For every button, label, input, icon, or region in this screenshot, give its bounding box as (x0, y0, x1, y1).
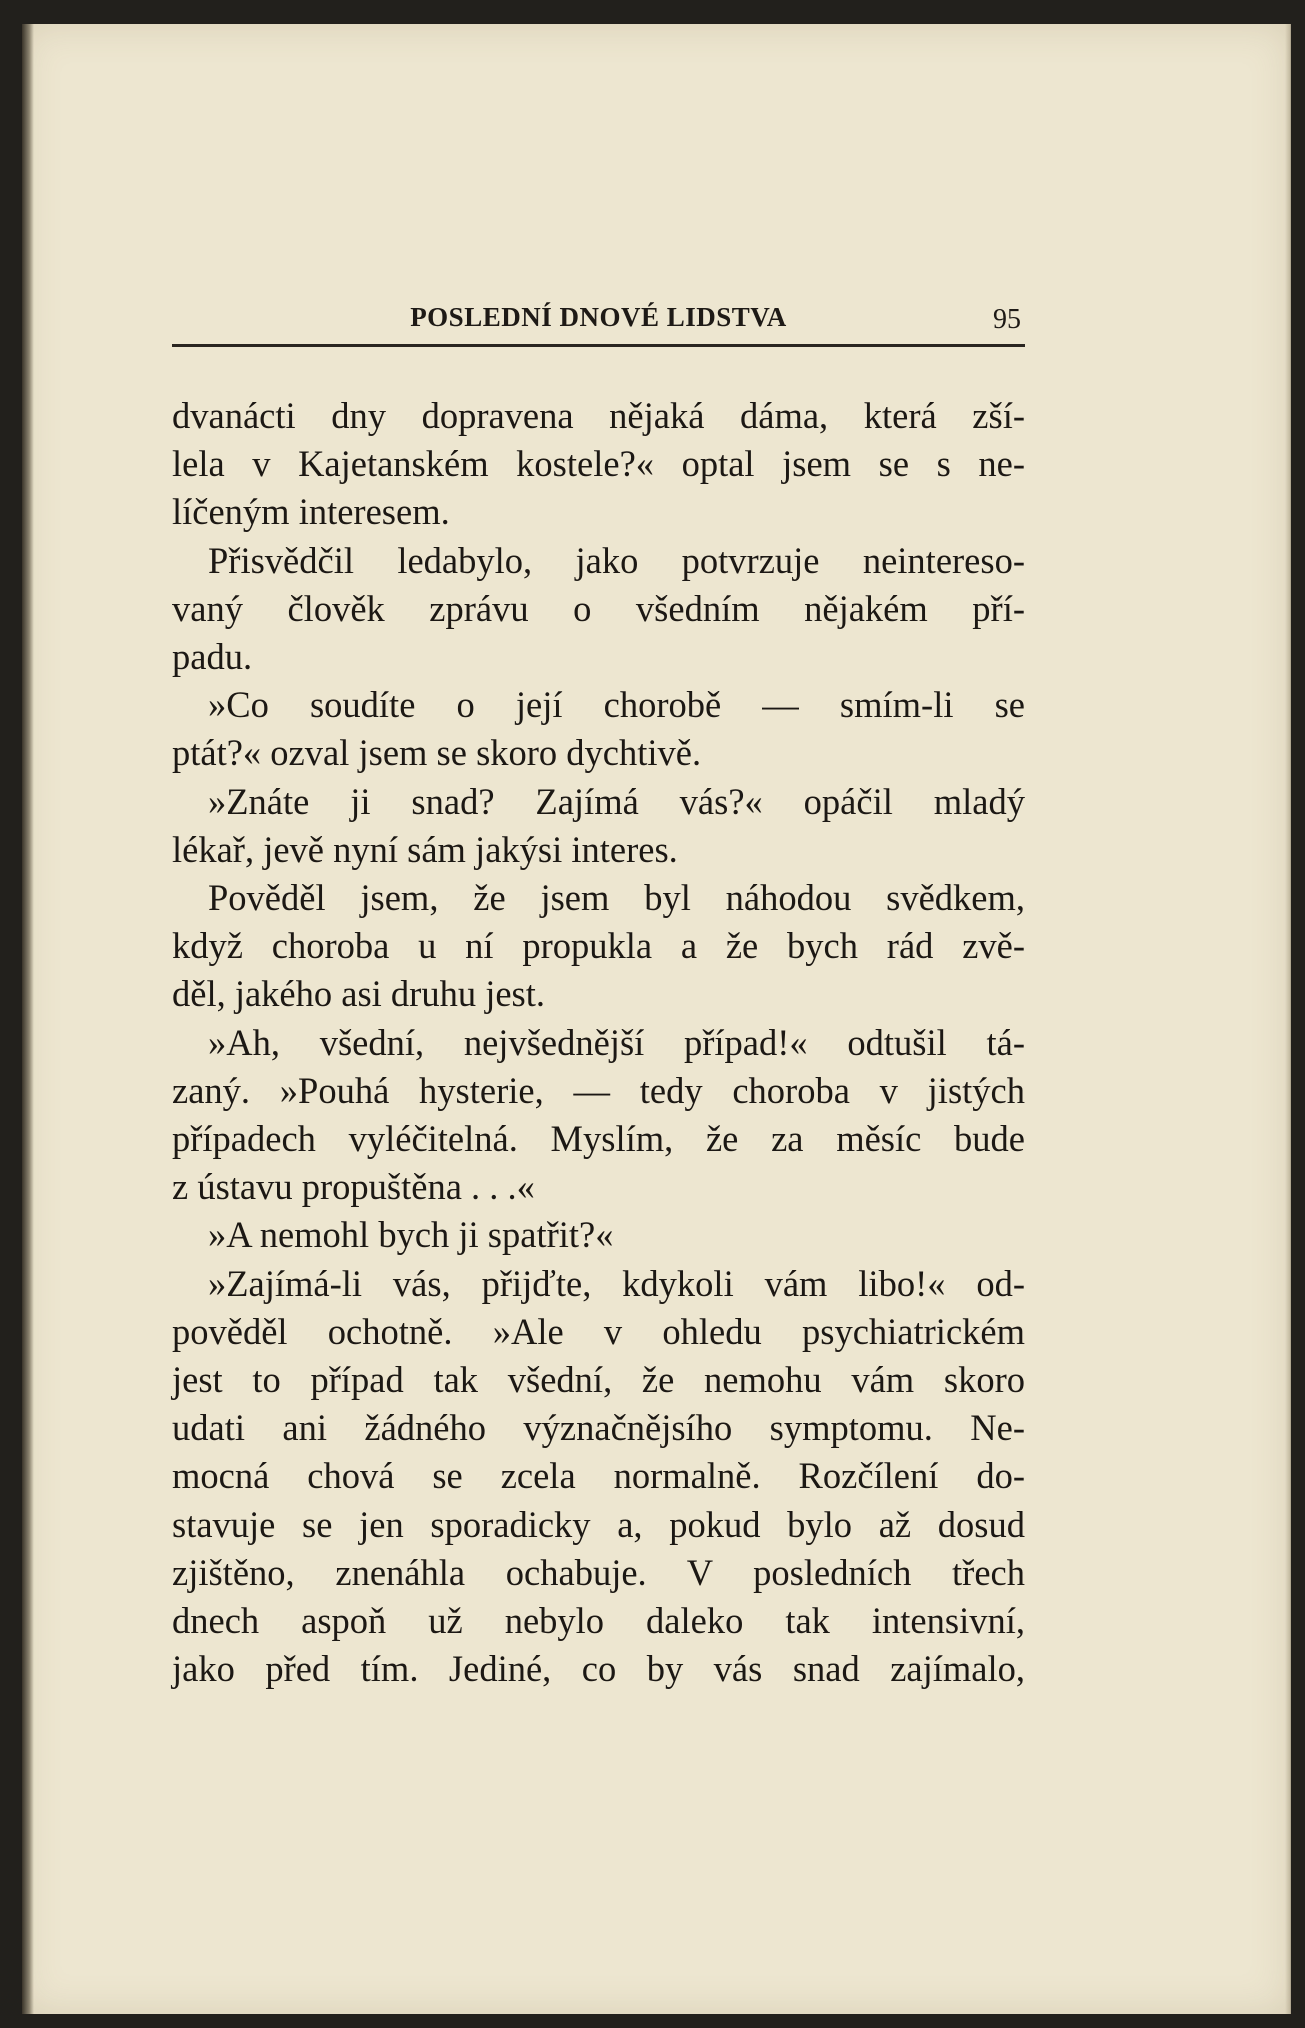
text-line: »Co soudíte o její chorobě — smím-li se (208, 684, 1025, 726)
text-line: z ústavu propuštěna . . .« (172, 1166, 535, 1208)
text-line: udati ani žádného význačnějsího symptomu. Ne- (172, 1407, 1025, 1449)
text-line: ptát?« ozval jsem se skoro dychtivě. (172, 732, 702, 774)
text-line: stavuje se jen sporadicky a, pokud bylo až dosud (172, 1503, 1025, 1545)
text-line: děl, jakého asi druhu jest. (172, 973, 546, 1015)
text-line: dvanácti dny dopravena nějaká dáma, která zší- (172, 395, 1025, 436)
text-line: pověděl ochotně. »Ale v ohledu psychiatrickém (172, 1310, 1025, 1352)
text-line: zjištěno, znenáhla ochabuje. V posledních třech (172, 1551, 1025, 1593)
text-line: jako před tím. Jediné, co by vás snad zajímalo, (172, 1648, 1025, 1690)
text-line: dnech aspoň už nebylo daleko tak intensivní, (172, 1600, 1025, 1642)
text-line: »Znáte ji snad? Zajímá vás?« opáčil mladý (208, 780, 1025, 822)
text-line: případech vyléčitelná. Myslím, že za měsíc bude (172, 1118, 1025, 1160)
text-line: vaný člověk zprávu o všedním nějakém pří- (172, 587, 1025, 629)
text-line: Pověděl jsem, že jsem byl náhodou svědkem, (208, 877, 1025, 919)
text-line: jest to případ tak všední, že nemohu vám skoro (172, 1359, 1025, 1401)
page-spine-shadow (22, 24, 34, 2014)
text-line: zaný. »Pouhá hysterie, — tedy choroba v jistých (172, 1069, 1025, 1111)
text-line: mocná chová se zcela normalně. Rozčílení do- (172, 1455, 1025, 1497)
text-line: padu. (172, 636, 253, 678)
text-line: »Ah, všední, nejvšednější případ!« odtušil tá- (208, 1021, 1025, 1063)
text-line: »Zajímá-li vás, přijďte, kdykoli vám libo!« od- (208, 1262, 1025, 1304)
text-line: Přisvědčil ledabylo, jako potvrzuje neintereso- (208, 539, 1025, 581)
page-edge (1285, 24, 1291, 2014)
text-line: »A nemohl bych ji spatřit?« (208, 1214, 614, 1256)
text-line: lela v Kajetanském kostele?« optal jsem se s ne- (172, 443, 1025, 485)
running-title: POSLEDNÍ DNOVÉ LIDSTVA (410, 302, 787, 332)
text-line: líčeným interesem. (172, 491, 450, 533)
running-head (172, 302, 1025, 342)
text-line: když choroba u ní propukla a že bych rád zvě- (172, 925, 1025, 967)
body-text (172, 392, 1025, 1693)
page-number: 95 (993, 304, 1021, 335)
text-line: lékař, jevě nyní sám jakýsi interes. (172, 828, 678, 870)
header-rule (172, 344, 1025, 347)
